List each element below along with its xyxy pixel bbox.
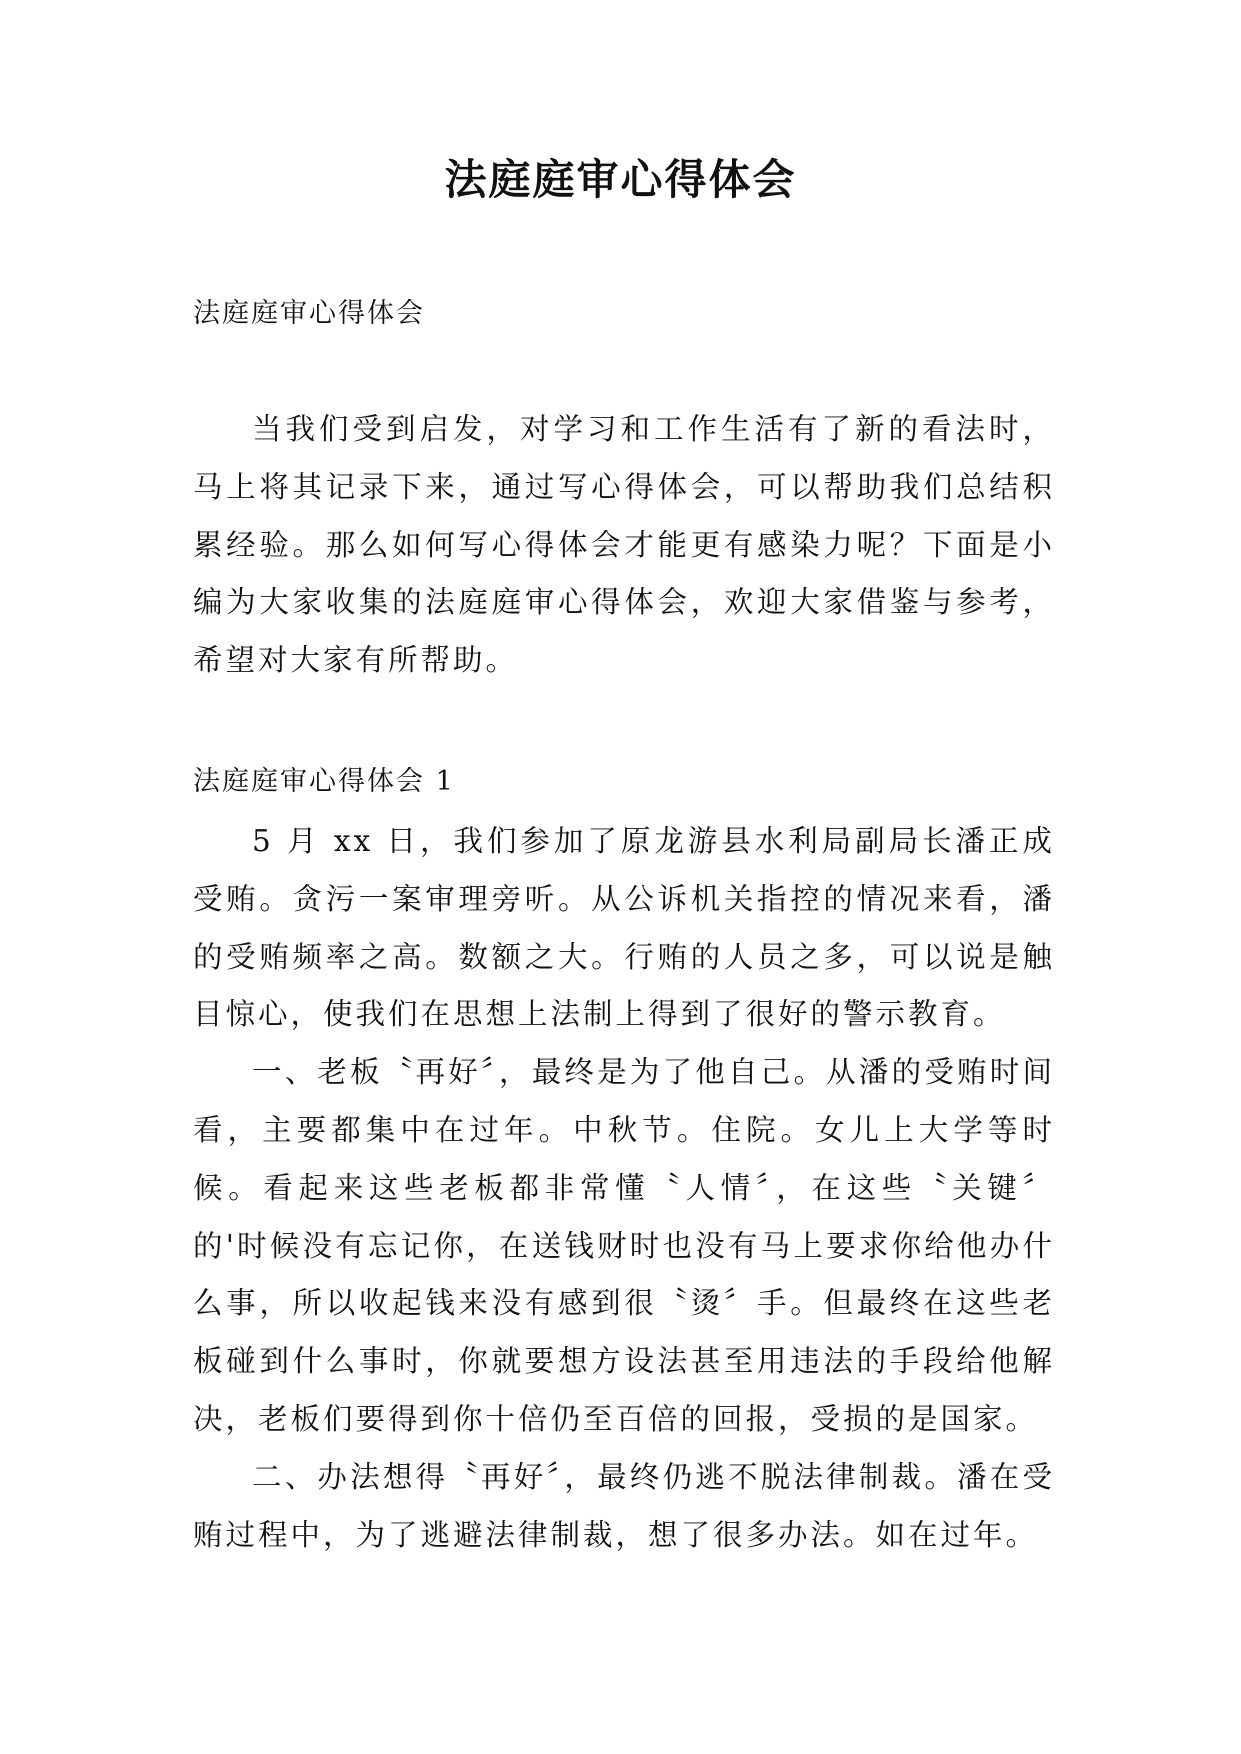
section-heading: 法庭庭审心得体会 1 — [193, 766, 455, 797]
document-title: 法庭庭审心得体会 — [444, 155, 797, 204]
section-paragraph: 一、老板〝再好〞，最终是为了他自己。从潘的受贿时间看，主要都集中在过年。中秋节。住院。女儿上大学等时候。看起来这些老板都非常懂〝人情〞，在这些〝关键〞的'时候没有忘记你，在送钱财时也没有马上要求你给他办什么事，所以收起钱来没有感到很〝烫〞手。但最终在这些老板碰到什么事时，你就要想方设法甚至用违法的手段给他解决，老板们要得到你十倍仍至百倍的回报，受损的是国家。 — [193, 1055, 1055, 1436]
section-body — [193, 813, 1055, 1564]
section-paragraph: 二、办法想得〝再好〞，最终仍逃不脱法律制裁。潘在受贿过程中，为了逃避法律制裁，想了很多办法。如在过年。 — [193, 1459, 1055, 1552]
intro-paragraph: 当我们受到启发，对学习和工作生活有了新的看法时，马上将其记录下来，通过写心得体会，可以帮助我们总结积累经验。那么如何写心得体会才能更有感染力呢？下面是小编为大家收集的法庭庭审心得体会，欢迎大家借鉴与参考，希望对大家有所帮助。 — [193, 412, 1055, 678]
section-paragraph: 5 月 xx 日，我们参加了原龙游县水利局副局长潘正成受贿。贪污一案审理旁听。从公诉机关指控的情况来看，潘的受贿频率之高。数额之大。行贿的人员之多，可以说是触目惊心，使我们在思想上法制上得到了很好的警示教育。 — [193, 824, 1055, 1032]
document-subtitle: 法庭庭审心得体会 — [193, 298, 425, 329]
